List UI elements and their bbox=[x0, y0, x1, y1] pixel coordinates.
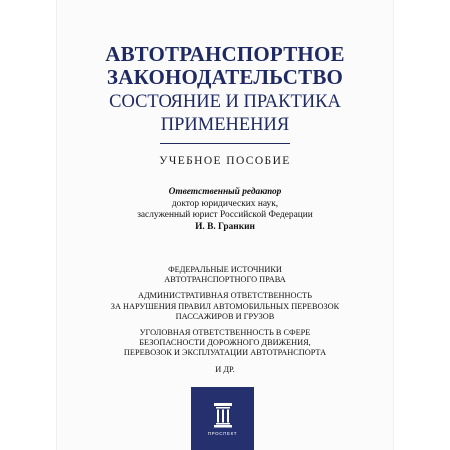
topic-line: БЕЗОПАСНОСТИ ДОРОЖНОГО ДВИЖЕНИЯ, bbox=[139, 338, 311, 348]
editor-degree: доктор юридических наук, bbox=[171, 198, 279, 209]
title-line-1: АВТОТРАНСПОРТНОЕ bbox=[105, 42, 345, 66]
topics-list bbox=[57, 265, 393, 375]
subtitle-line-2: ПРИМЕНЕНИЯ bbox=[160, 115, 290, 135]
publisher-logo bbox=[191, 387, 254, 450]
subtitle-line-1: СОСТОЯНИЕ И ПРАКТИКА bbox=[109, 92, 341, 112]
topic-item bbox=[57, 265, 393, 285]
topic-item bbox=[57, 328, 393, 359]
topic-line: ПАССАЖИРОВ И ГРУЗОВ bbox=[175, 311, 275, 321]
topic-line: УГОЛОВНАЯ ОТВЕТСТВЕННОСТЬ В СФЕРЕ bbox=[139, 328, 311, 338]
topic-line: ЗА НАРУШЕНИЯ ПРАВИЛ АВТОМОБИЛЬНЫХ ПЕРЕВОЗОК bbox=[110, 301, 340, 311]
etc-label: И ДР. bbox=[215, 364, 235, 374]
editor-name: И. В. Гранкин bbox=[195, 221, 255, 232]
editor-role: Ответственный редактор bbox=[168, 187, 282, 197]
topic-line: АДМИНИСТРАТИВНАЯ ОТВЕТСТВЕННОСТЬ bbox=[138, 291, 312, 301]
editor-block bbox=[57, 187, 393, 233]
topic-line: АВТОТРАНСПОРТНОГО ПРАВА bbox=[164, 275, 286, 285]
topic-line: ФЕДЕРАЛЬНЫЕ ИСТОЧНИКИ bbox=[168, 265, 282, 274]
publisher-label: ПРОСПЕКТ bbox=[207, 430, 238, 436]
column-pillar-icon bbox=[212, 402, 234, 428]
editor-honor: заслуженный юрист Российской Федерации bbox=[137, 210, 313, 220]
genre-label: УЧЕБНОЕ ПОСОБИЕ bbox=[159, 155, 291, 167]
topic-item bbox=[57, 291, 393, 322]
book-cover bbox=[57, 0, 393, 450]
title-divider bbox=[160, 143, 290, 144]
title-line-2: ЗАКОНОДАТЕЛЬСТВО bbox=[106, 65, 344, 89]
topic-line: ПЕРЕВОЗОК И ЭКСПЛУАТАЦИИ АВТОТРАНСПОРТА bbox=[123, 348, 327, 358]
